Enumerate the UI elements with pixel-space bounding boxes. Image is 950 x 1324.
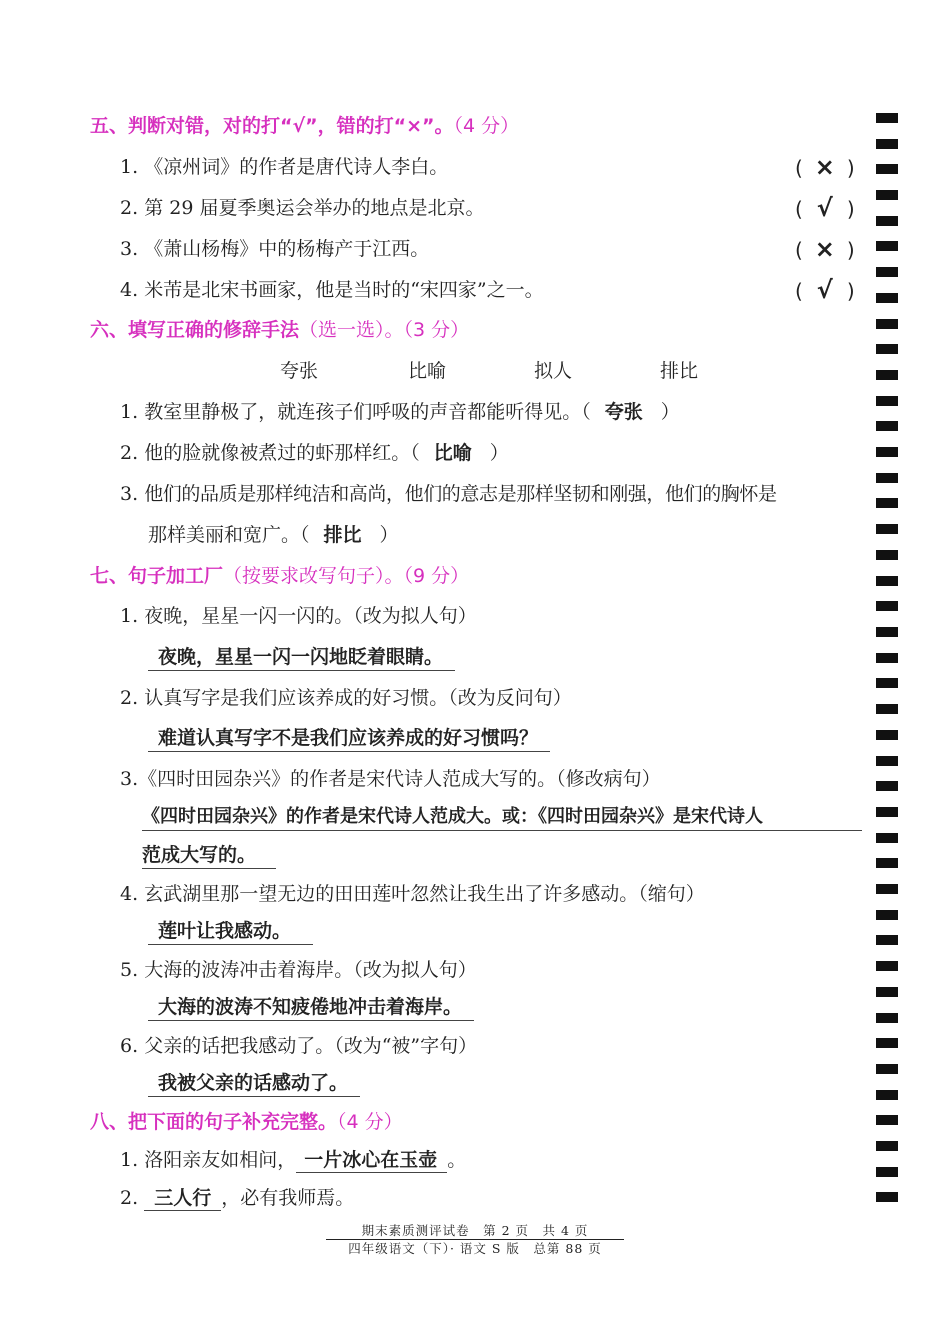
answer-mark-4: ( √ ) [795, 276, 855, 304]
section8-title: 八、把下面的句子补充完整。 [90, 1111, 338, 1133]
section7-item-4 [120, 880, 705, 908]
section7-title: 七、句子加工厂 [90, 565, 224, 587]
item-number: 4. [120, 883, 139, 905]
answer-line-5: 大海的波涛不知疲倦地冲击着海岸。 [148, 994, 474, 1021]
section6-hint: （选一选）。 [299, 319, 404, 341]
item-text: 教室里静极了，就连孩子们呼吸的声音都能听得见。（ [144, 401, 591, 423]
edge-marker-bar [876, 370, 898, 380]
section7-heading [90, 562, 469, 590]
item-text: 他的脸就像被煮过的虾那样红。（ [144, 442, 420, 464]
edge-marker-bar [876, 216, 898, 226]
fill-blank-answer: 三人行 [144, 1186, 221, 1211]
item-number: 3. [120, 483, 139, 505]
item-text: 《萧山杨梅》中的杨梅产于江西。 [144, 238, 430, 260]
section7-item-6 [120, 1032, 477, 1060]
section5-item-4 [120, 276, 544, 304]
section6-score: （3 分） [403, 319, 470, 341]
choice-word-1: 夸张 [280, 360, 319, 382]
edge-marker-bar [876, 1141, 898, 1151]
item-answer: 排比 [323, 524, 362, 546]
section5-item-1 [120, 153, 448, 181]
choice-word-3: 拟人 [534, 360, 573, 382]
item-number: 4. [120, 279, 139, 301]
section6-item-3-cont [148, 521, 399, 549]
item-number: 1. [120, 401, 139, 423]
cross-mark: × [814, 153, 835, 181]
edge-marker-bar [876, 473, 898, 483]
item-number: 5. [120, 959, 139, 981]
answer-mark-3: ( × ) [795, 235, 855, 263]
check-mark: √ [816, 194, 833, 222]
cross-mark: × [814, 235, 835, 263]
edge-marker-bar [876, 1038, 898, 1048]
edge-marker-bar [876, 319, 898, 329]
edge-marker-bar [876, 704, 898, 714]
section6-item-1 [120, 398, 680, 426]
edge-marker-bar [876, 164, 898, 174]
edge-marker-bar [876, 190, 898, 200]
item-number: 2. [120, 197, 139, 219]
item-text: 米芾是北宋书画家，他是当时的“宋四家”之一。 [144, 279, 544, 301]
item-number: 1. [120, 1149, 139, 1171]
answer-line-3-cont: 范成大写的。 [142, 842, 276, 869]
item-answer: 夸张 [604, 401, 643, 423]
section7-item-5 [120, 956, 477, 984]
item-text-continued: 那样美丽和宽广。（ [148, 524, 310, 546]
item-text: 洛阳亲友如相问， [144, 1149, 297, 1171]
item-number: 2. [120, 1187, 139, 1209]
edge-marker-bar [876, 241, 898, 251]
answer-line-4: 莲叶让我感动。 [148, 918, 313, 945]
item-number: 1. [120, 156, 139, 178]
edge-marker-bar [876, 396, 898, 406]
section5-heading [90, 112, 519, 140]
item-text-after: 。 [447, 1149, 467, 1171]
edge-marker-bar [876, 1013, 898, 1023]
answer-line-1: 夜晚，星星一闪一闪地眨着眼睛。 [148, 644, 455, 671]
section6-item-2 [120, 439, 509, 467]
edge-marker-bar [876, 653, 898, 663]
answer-line-3: 《四时田园杂兴》的作者是宋代诗人范成大。或：《四时田园杂兴》是宋代诗人 [142, 804, 862, 831]
edge-marker-bar [876, 884, 898, 894]
section7-hint: （按要求改写句子）。 [223, 565, 404, 587]
item-answer: 比喻 [433, 442, 472, 464]
edge-marker-bar [876, 344, 898, 354]
section6-title: 六、填写正确的修辞手法 [90, 319, 300, 341]
edge-marker-bar [876, 1167, 898, 1177]
answer-mark-2: ( √ ) [795, 194, 855, 222]
edge-marker-bar [876, 267, 898, 277]
item-number: 6. [120, 1035, 139, 1057]
edge-marker-bar [876, 1090, 898, 1100]
item-number: 1. [120, 605, 139, 627]
section7-item-3 [120, 765, 661, 793]
section7-item-1 [120, 602, 477, 630]
section6-heading [90, 316, 469, 344]
edge-marker-bar [876, 807, 898, 817]
item-text: 父亲的话把我感动了。（改为“被”字句） [144, 1035, 478, 1057]
section5-item-3 [120, 235, 429, 263]
edge-marker-bar [876, 756, 898, 766]
close-paren: ） [379, 524, 399, 546]
edge-marker-bar [876, 678, 898, 688]
item-text: 《凉州词》的作者是唐代诗人李白。 [144, 156, 449, 178]
edge-marker-bar [876, 421, 898, 431]
edge-marker-bar [876, 498, 898, 508]
item-number: 2. [120, 442, 139, 464]
item-text-after: ，必有我师焉。 [221, 1187, 355, 1209]
edge-marker-bar [876, 781, 898, 791]
answer-line-6: 我被父亲的话感动了。 [148, 1070, 360, 1097]
edge-marker-bar [876, 1192, 898, 1202]
edge-marker-bar [876, 139, 898, 149]
edge-marker-bar [876, 113, 898, 123]
edge-marker-bar [876, 601, 898, 611]
item-number: 3. [120, 768, 139, 790]
item-text: 认真写字是我们应该养成的好习惯。（改为反问句） [144, 687, 572, 709]
footer-line-2: 四年级语文（下）· 语文 S 版 总第 88 页 [348, 1241, 602, 1256]
edge-marker-bar [876, 987, 898, 997]
section8-heading [90, 1108, 403, 1136]
edge-marker-bar [876, 627, 898, 637]
answer-line-2: 难道认真写字不是我们应该养成的好习惯吗？ [148, 725, 550, 752]
section6-item-3 [120, 480, 777, 508]
fill-blank-answer: 一片冰心在玉壶 [296, 1148, 447, 1173]
edge-marker-bar [876, 730, 898, 740]
close-paren: ） [660, 401, 680, 423]
item-text: 他们的品质是那样纯洁和高尚，他们的意志是那样坚韧和刚强，他们的胸怀是 [144, 483, 777, 505]
choice-word-2: 比喻 [408, 360, 447, 382]
edge-marker-bar [876, 576, 898, 586]
edge-marker-bar [876, 524, 898, 534]
edge-marker-bar [876, 447, 898, 457]
section7-score: （9 分） [403, 565, 470, 587]
footer-line-1: 期末素质测评试卷 第 2 页 共 4 页 [361, 1223, 589, 1238]
section5-item-2 [120, 194, 484, 222]
item-text: 第 29 届夏季奥运会举办的地点是北京。 [144, 197, 485, 219]
edge-marker-bar [876, 833, 898, 843]
item-text: 大海的波涛冲击着海岸。（改为拟人句） [144, 959, 477, 981]
choice-word-4: 排比 [660, 360, 699, 382]
section8-item-2 [120, 1184, 354, 1212]
item-text: 夜晚，星星一闪一闪的。（改为拟人句） [144, 605, 477, 627]
edge-marker-bar [876, 550, 898, 560]
edge-marker-bar [876, 293, 898, 303]
edge-marker-bar [876, 1064, 898, 1074]
edge-marker-bar [876, 1115, 898, 1125]
close-paren: ） [489, 442, 509, 464]
page-footer [330, 1222, 620, 1257]
section8-item-1 [120, 1146, 466, 1174]
item-number: 3. [120, 238, 139, 260]
section5-score: （4 分） [453, 115, 520, 137]
check-mark: √ [816, 276, 833, 304]
item-text: 《四时田园杂兴》的作者是宋代诗人范成大写的。（修改病句） [138, 768, 661, 790]
edge-marker-bar [876, 935, 898, 945]
section5-title: 五、判断对错，对的打“√”，错的打“×”。 [90, 115, 454, 137]
edge-marker-bar [876, 858, 898, 868]
answer-mark-1: ( × ) [795, 153, 855, 181]
section8-score: （4 分） [337, 1111, 403, 1133]
edge-marker-bar [876, 910, 898, 920]
section7-item-2 [120, 684, 572, 712]
item-number: 2. [120, 687, 139, 709]
item-text: 玄武湖里那一望无边的田田莲叶忽然让我生出了许多感动。（缩句） [144, 883, 705, 905]
edge-marker-bar [876, 961, 898, 971]
